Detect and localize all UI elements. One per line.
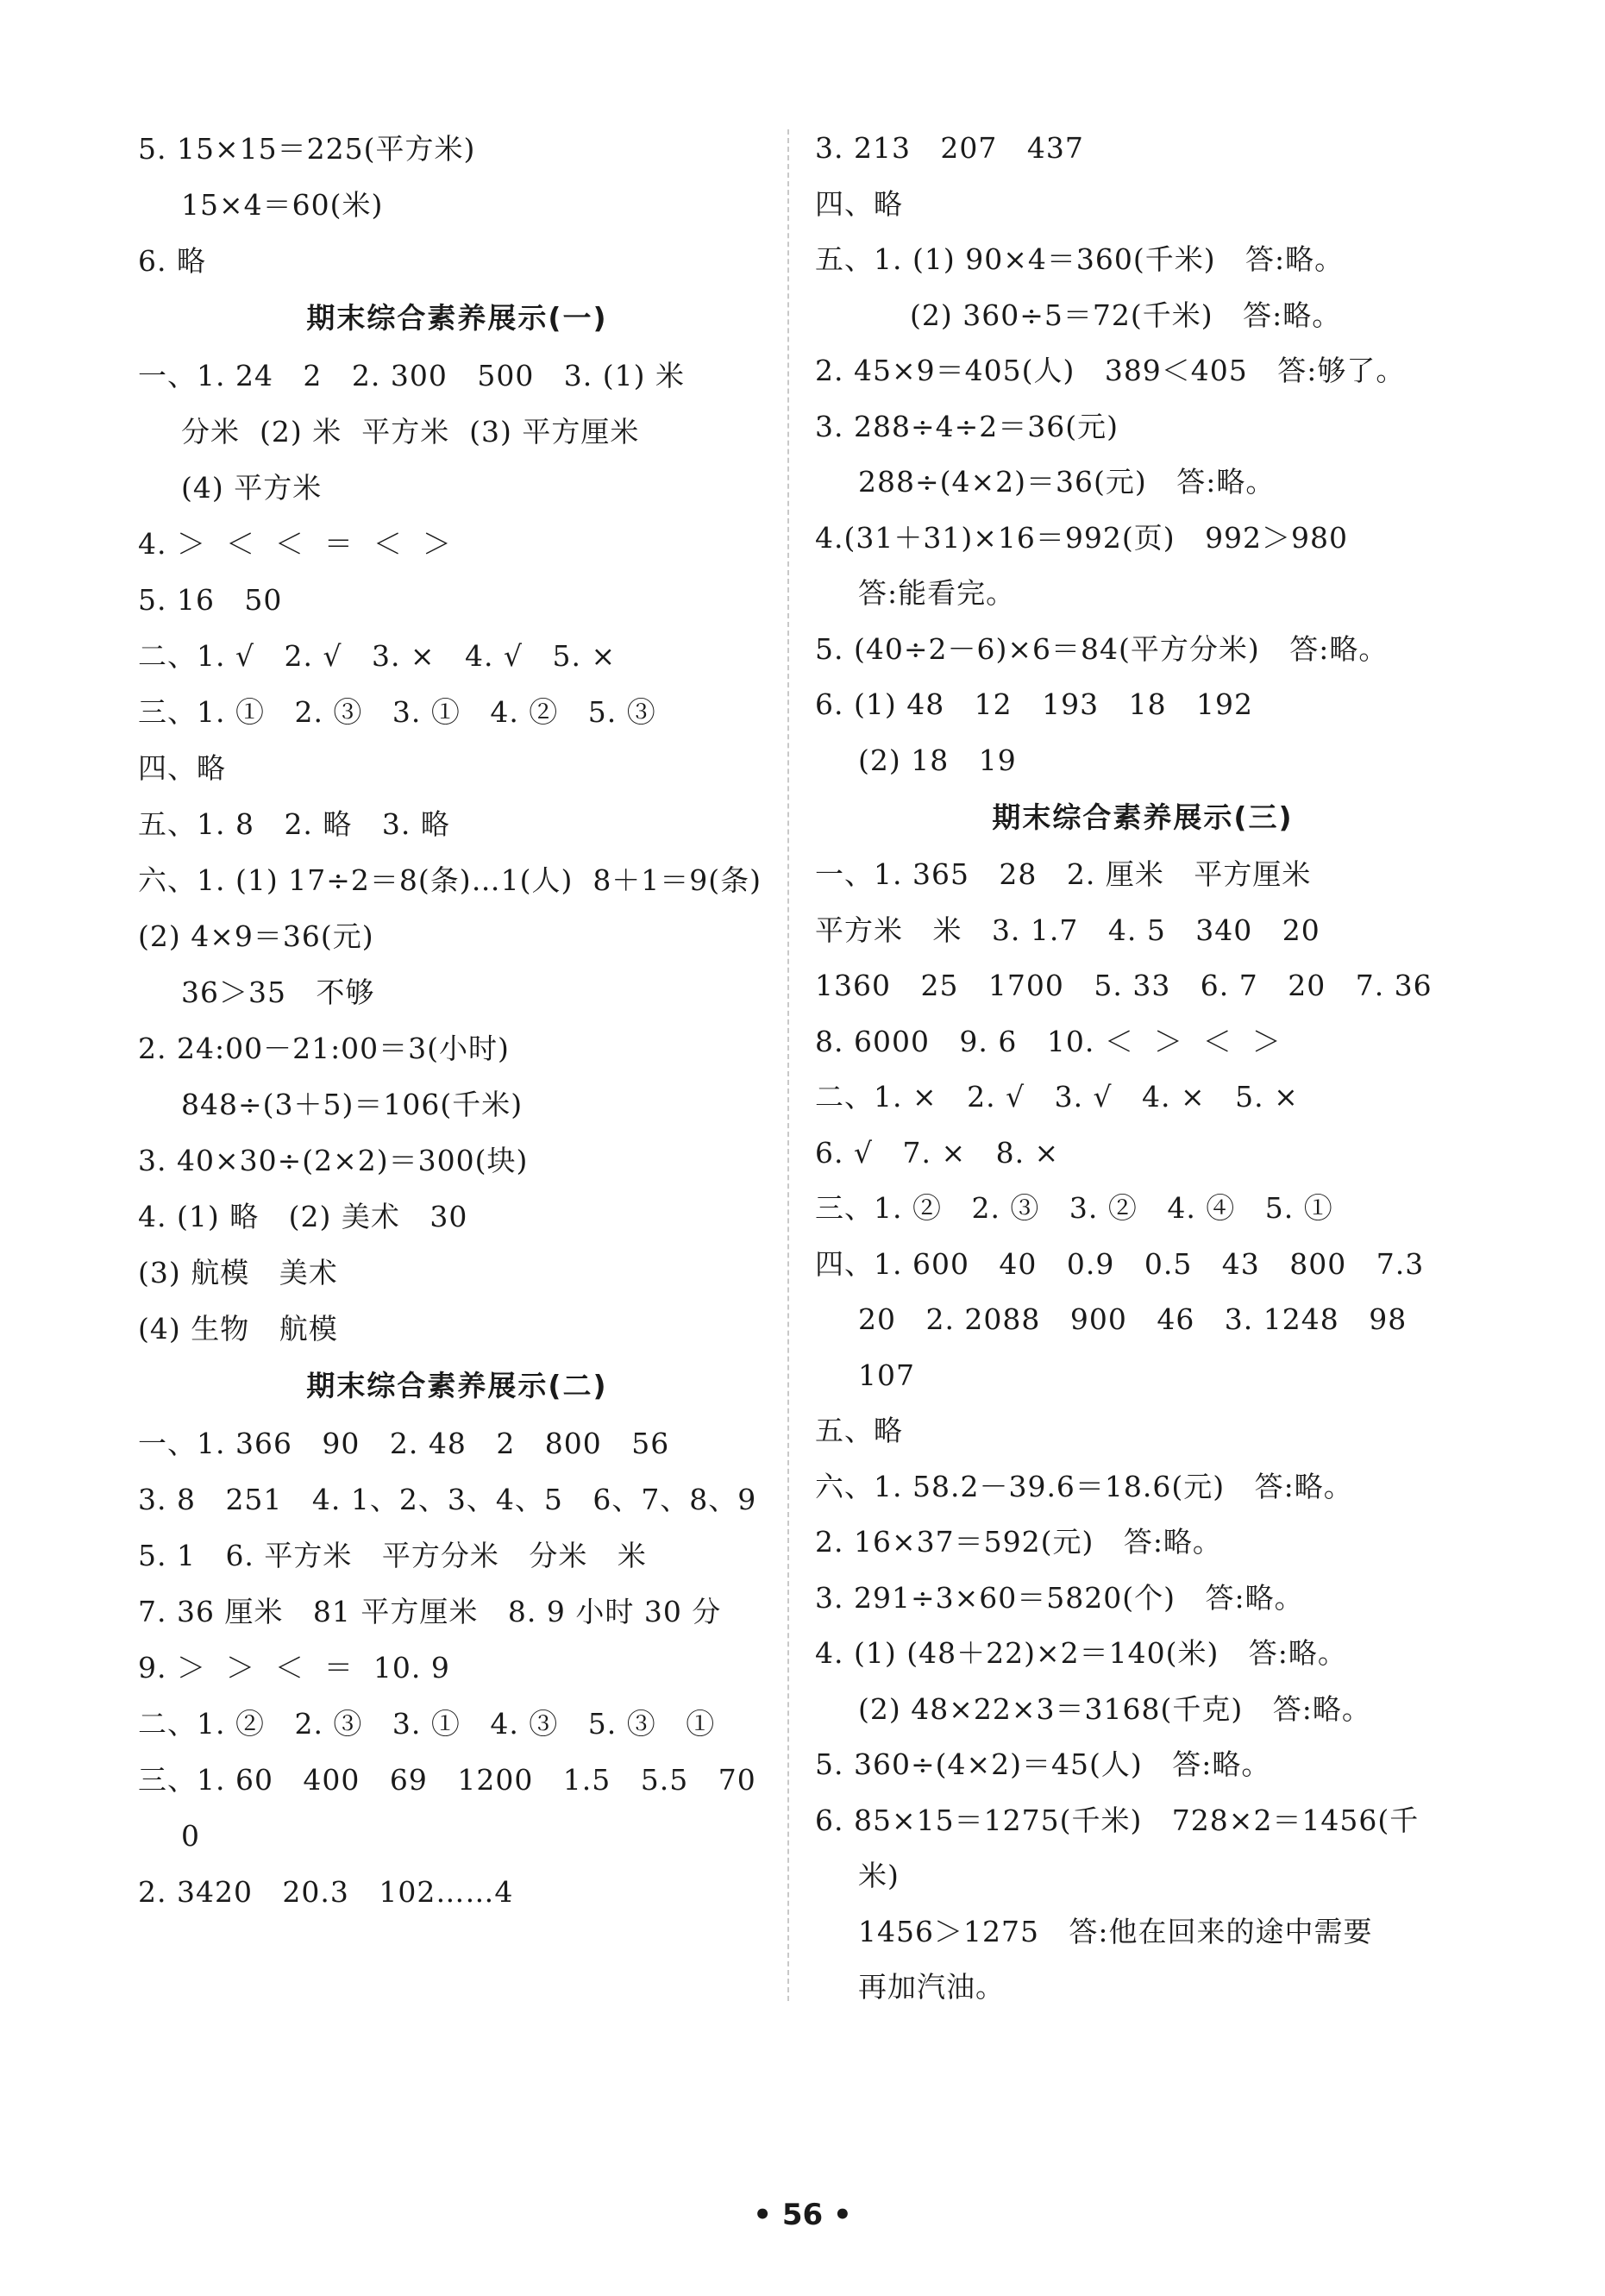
section-heading-final-2: 期末综合素养展示(二) bbox=[306, 1369, 608, 1402]
answer-line: (4) 平方米 bbox=[181, 471, 323, 505]
answer-line: 3. 40×30÷(2×2)＝300(块) bbox=[138, 1144, 529, 1177]
answer-line: 米) bbox=[858, 1859, 900, 1892]
answer-line: (4) 生物 航模 bbox=[138, 1312, 338, 1346]
answer-line: 1456＞1275 答:他在回来的途中需要 bbox=[858, 1914, 1373, 1948]
answer-line: 6. 略 bbox=[138, 244, 206, 278]
answer-line: 3. 291÷3×60＝5820(个) 答:略。 bbox=[815, 1580, 1304, 1615]
answer-line: (3) 航模 美术 bbox=[138, 1256, 338, 1289]
left-column bbox=[138, 121, 776, 1920]
answer-line: 2. 45×9＝405(人) 389＜405 答:够了。 bbox=[815, 354, 1406, 387]
answer-line: 4. (1) 略 (2) 美术 30 bbox=[138, 1200, 468, 1233]
answer-line: 六、1. 58.2－39.6＝18.6(元) 答:略。 bbox=[815, 1469, 1353, 1503]
answer-line: 分米 (2) 米 平方米 (3) 平方厘米 bbox=[181, 415, 640, 449]
answer-line: 1360 25 1700 5. 33 6. 7 20 7. 36 bbox=[815, 969, 1433, 1002]
answer-line: 平方米 米 3. 1.7 4. 5 340 20 bbox=[815, 913, 1320, 947]
answer-line: (2) 18 19 bbox=[858, 743, 1017, 777]
answer-line: 2. 24:00－21:00＝3(小时) bbox=[138, 1032, 510, 1065]
column-divider bbox=[787, 129, 789, 2001]
answer-line: 二、1. ② 2. ③ 3. ① 4. ③ 5. ③ ① bbox=[138, 1707, 716, 1741]
answer-line: 848÷(3＋5)＝106(千米) bbox=[181, 1088, 524, 1121]
answer-line: 4. (1) (48＋22)×2＝140(米) 答:略。 bbox=[815, 1636, 1347, 1670]
answer-line: 7. 36 厘米 81 平方厘米 8. 9 小时 30 分 bbox=[138, 1595, 722, 1628]
answer-line: 3. 8 251 4. 1、2、3、4、5 6、7、8、9 bbox=[138, 1483, 757, 1516]
answer-line: 二、1. × 2. √ 3. √ 4. × 5. × bbox=[815, 1080, 1299, 1113]
answer-line: 5. (40÷2－6)×6＝84(平方分米) 答:略。 bbox=[815, 631, 1389, 666]
answer-line: 五、1. 8 2. 略 3. 略 bbox=[138, 807, 450, 841]
answer-line: 六、1. (1) 17÷2＝8(条)…1(人) 8＋1＝9(条) bbox=[138, 863, 762, 897]
answer-line: 五、略 bbox=[815, 1414, 903, 1447]
answer-line: 三、1. ② 2. ③ 3. ② 4. ④ 5. ① bbox=[815, 1191, 1333, 1225]
answer-line: 5. 360÷(4×2)＝45(人) 答:略。 bbox=[815, 1747, 1271, 1781]
answer-line: 答:能看完。 bbox=[858, 576, 1016, 610]
answer-line: 20 2. 2088 900 46 3. 1248 98 bbox=[858, 1302, 1408, 1336]
answer-line: 5. 15×15＝225(平方米) bbox=[138, 132, 476, 166]
answer-line: (2) 4×9＝36(元) bbox=[138, 919, 374, 953]
answer-line: 288÷(4×2)＝36(元) 答:略。 bbox=[858, 465, 1276, 499]
answer-line: 36＞35 不够 bbox=[181, 975, 375, 1009]
answer-line: 一、1. 24 2 2. 300 500 3. (1) 米 bbox=[138, 359, 685, 392]
answer-line: 6. (1) 48 12 193 18 192 bbox=[815, 687, 1254, 721]
answer-line: 再加汽油。 bbox=[858, 1970, 1005, 2004]
page-number: • 56 • bbox=[753, 2198, 852, 2232]
answer-line: 五、1. (1) 90×4＝360(千米) 答:略。 bbox=[815, 242, 1345, 276]
answer-line: 四、略 bbox=[138, 751, 226, 785]
answer-line: 6. √ 7. × 8. × bbox=[815, 1135, 1060, 1170]
answer-line: 8. 6000 9. 6 10. ＜ ＞ ＜ ＞ bbox=[815, 1024, 1282, 1058]
answer-line: 二、1. √ 2. √ 3. × 4. √ 5. × bbox=[138, 639, 617, 673]
section-heading-final-3: 期末综合素养展示(三) bbox=[992, 800, 1294, 834]
answer-line: 三、1. 60 400 69 1200 1.5 5.5 70 bbox=[138, 1763, 756, 1797]
answer-line: 一、1. 366 90 2. 48 2 800 56 bbox=[138, 1427, 670, 1460]
answer-line: 15×4＝60(米) bbox=[181, 188, 384, 222]
answer-line: 9. ＞ ＞ ＜ ＝ 10. 9 bbox=[138, 1651, 450, 1684]
section-heading-final-1: 期末综合素养展示(一) bbox=[306, 301, 608, 335]
answer-line: 三、1. ① 2. ③ 3. ① 4. ② 5. ③ bbox=[138, 695, 656, 729]
answer-line: 5. 16 50 bbox=[138, 583, 283, 617]
answer-line: 107 bbox=[858, 1358, 915, 1392]
answer-line: 3. 213 207 437 bbox=[815, 131, 1084, 165]
answer-line: 0 bbox=[181, 1819, 200, 1853]
right-column bbox=[815, 121, 1470, 2016]
answer-line: 2. 16×37＝592(元) 答:略。 bbox=[815, 1525, 1222, 1559]
answer-line: 3. 288÷4÷2＝36(元) bbox=[815, 409, 1119, 443]
answer-line: 2. 3420 20.3 102……4 bbox=[138, 1875, 514, 1909]
answer-line: 一、1. 365 28 2. 厘米 平方厘米 bbox=[815, 857, 1312, 891]
answer-line: 四、略 bbox=[815, 186, 903, 221]
answer-line: 四、1. 600 40 0.9 0.5 43 800 7.3 bbox=[815, 1246, 1425, 1281]
answer-line: 5. 1 6. 平方米 平方分米 分米 米 bbox=[138, 1539, 647, 1572]
answer-line: (2) 360÷5＝72(千米) 答:略。 bbox=[910, 298, 1342, 332]
answer-line: 4. ＞ ＜ ＜ ＝ ＜ ＞ bbox=[138, 527, 452, 561]
answer-line: 4.(31＋31)×16＝992(页) 992＞980 bbox=[815, 520, 1349, 555]
answer-line: (2) 48×22×3＝3168(千克) 答:略。 bbox=[858, 1691, 1371, 1726]
answer-line: 6. 85×15＝1275(千米) 728×2＝1456(千 bbox=[815, 1803, 1420, 1837]
